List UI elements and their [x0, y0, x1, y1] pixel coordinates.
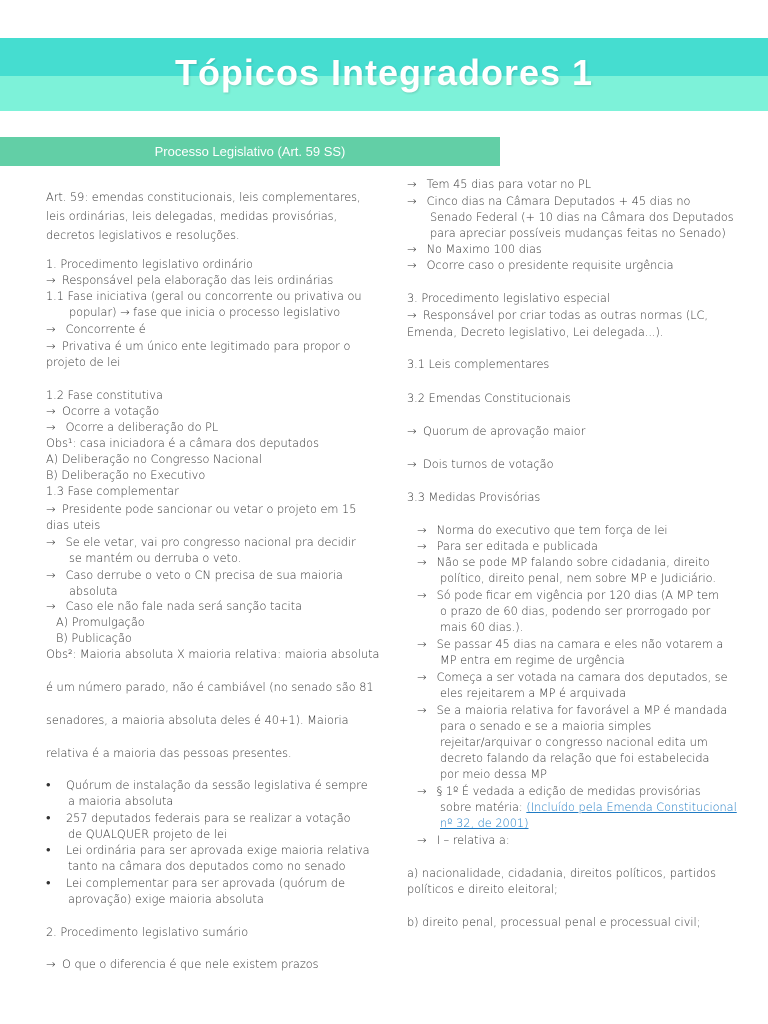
text-line: [407, 177, 591, 193]
line-text: Obs¹: casa iniciadora é a câmara dos deputados: [46, 437, 319, 450]
line-text: Ocorre caso o presidente requisite urgência: [423, 259, 674, 272]
text-line: [407, 915, 700, 931]
text-line: [46, 404, 159, 420]
text-line: [68, 794, 173, 810]
line-text: 1. Procedimento legislativo ordinário: [46, 258, 253, 271]
line-text: mais 60 dias.).: [440, 621, 524, 634]
line-text: Ocorre a deliberação do PL: [62, 421, 219, 434]
text-line: [407, 258, 674, 274]
line-text: Senado Federal (+ 10 dias na Câmara dos Deputados: [430, 211, 734, 224]
text-line: [46, 339, 350, 355]
line-text: por meio dessa MP: [440, 768, 547, 781]
line-text: 2. Procedimento legislativo sumário: [46, 926, 249, 939]
line-text: a maioria absoluta: [68, 795, 174, 808]
line-text: relativa é a maioria das pessoas presentes.: [46, 747, 292, 760]
text-line: [417, 637, 723, 653]
text-line: [69, 584, 118, 600]
text-line: [46, 209, 337, 225]
text-line: [407, 490, 540, 506]
line-text: decreto falando da relação que foi estabelecida: [440, 752, 710, 765]
text-line: [440, 751, 709, 767]
arrow-right-icon: →: [417, 540, 427, 553]
line-text: Não se pode MP falando sobre cidadania, direito: [433, 556, 710, 569]
text-line: [440, 571, 716, 587]
line-text: Tem 45 dias para votar no PL: [423, 178, 591, 191]
text-line: [407, 424, 585, 440]
line-text: b) direito penal, processual penal e processual civil;: [407, 916, 701, 929]
text-line: [407, 391, 571, 407]
arrow-right-icon: →: [46, 600, 56, 613]
line-text: 3.3 Medidas Provisórias: [407, 491, 541, 504]
text-line: [407, 882, 558, 898]
text-line: [46, 535, 356, 551]
text-line: [417, 670, 728, 686]
line-text: O que o diferencia é que nele existem prazos: [62, 958, 319, 971]
text-line: [417, 833, 510, 849]
section-heading-label: Processo Legislativo (Art. 59 SS): [154, 144, 346, 159]
text-line: [46, 599, 302, 615]
line-text: Presidente pode sancionar ou vetar o projeto em 15: [62, 503, 357, 516]
text-line: [440, 816, 529, 832]
line-text: B) Deliberação no Executivo: [46, 469, 206, 482]
arrow-right-icon: →: [407, 458, 417, 471]
text-line: [46, 680, 374, 696]
text-line: [68, 859, 346, 875]
line-text: político, direito penal, nem sobre MP e Judiciário.: [440, 572, 716, 585]
line-text: Caso derrube o veto o CN precisa de sua maioria: [62, 569, 343, 582]
text-line: [46, 925, 248, 941]
line-text: Se a maioria relativa for favorável a MP é mandada: [433, 704, 728, 717]
line-text: projeto de lei: [46, 356, 121, 369]
text-line: [46, 876, 345, 892]
line-text: Concorrente é: [62, 323, 146, 336]
line-text: Ocorre a votação: [62, 405, 160, 418]
line-text: de QUALQUER projeto de lei: [68, 828, 228, 841]
text-line: [440, 686, 626, 702]
text-line: [440, 620, 523, 636]
bullet-icon: •: [46, 876, 51, 891]
text-line: [407, 291, 610, 307]
arrow-right-icon: →: [417, 589, 427, 602]
text-line: [68, 827, 227, 843]
line-text: Só pode ficar em vigência por 120 dias (A MP tem: [433, 589, 720, 602]
text-line: [440, 653, 625, 669]
arrow-right-icon: →: [417, 704, 427, 717]
text-line: [46, 811, 351, 827]
arrow-right-icon: →: [407, 425, 417, 438]
line-text: decretos legislativos e resoluções.: [46, 229, 240, 242]
text-line: [417, 703, 727, 719]
text-line: [417, 539, 598, 555]
text-line: [407, 357, 549, 373]
amendment-link[interactable]: (Incluído pela Emenda Constitucional: [526, 801, 737, 814]
text-line: [407, 242, 542, 258]
text-line: [46, 273, 333, 289]
line-text: Lei ordinária para ser aprovada exige maioria relativa: [66, 844, 370, 857]
line-text: o prazo de 60 dias, podendo ser prorrogado por: [440, 605, 711, 618]
line-text: Caso ele não fale nada será sanção tacita: [62, 600, 303, 613]
text-line: [69, 551, 241, 567]
text-line: [68, 892, 264, 908]
line-text: dias uteis: [46, 519, 101, 532]
line-text: aprovação) exige maioria absoluta: [68, 893, 264, 906]
arrow-right-icon: →: [46, 421, 56, 434]
text-line: [46, 843, 370, 859]
text-line: [440, 719, 651, 735]
text-line: [417, 588, 719, 604]
line-text: tanto na câmara dos deputados como no senado: [68, 860, 346, 873]
text-line: [440, 767, 547, 783]
text-line: [46, 452, 262, 468]
amendment-link[interactable]: nº 32, de 2001): [440, 817, 529, 830]
arrow-right-icon: →: [407, 178, 417, 191]
arrow-right-icon: →: [46, 274, 56, 287]
section-heading: [0, 137, 500, 166]
text-line: [46, 746, 292, 762]
line-text: absoluta: [69, 585, 118, 598]
line-text: Norma do executivo que tem força de lei: [433, 524, 668, 537]
text-line: [46, 228, 240, 244]
text-line: [417, 555, 710, 571]
line-text: popular) → fase que inicia o processo legislativo: [69, 306, 341, 319]
line-text: leis ordinárias, leis delegadas, medidas provisórias,: [46, 210, 338, 223]
arrow-right-icon: →: [407, 243, 417, 256]
line-text: Obs²: Maioria absoluta X maioria relativa: maioria absoluta: [46, 648, 380, 661]
line-text: a) nacionalidade, cidadania, direitos políticos, partidos: [407, 867, 716, 880]
line-text: Cinco dias na Câmara Deputados + 45 dias no: [423, 195, 691, 208]
text-line: [407, 457, 554, 473]
bullet-icon: •: [46, 778, 51, 793]
arrow-right-icon: →: [407, 195, 417, 208]
text-line: [46, 355, 120, 371]
arrow-right-icon: →: [417, 524, 427, 537]
line-text: Para ser editada e publicada: [433, 540, 598, 553]
line-text: 3.1 Leis complementares: [407, 358, 550, 371]
arrow-right-icon: →: [46, 503, 56, 516]
text-line: [46, 778, 368, 794]
line-text: para o senado e se a maioria simples: [440, 720, 652, 733]
text-line: [46, 322, 146, 338]
line-text: MP entra em regime de urgência: [440, 654, 625, 667]
line-text: 1.2 Fase constitutiva: [46, 389, 163, 402]
line-text: Lei complementar para ser aprovada (quórum de: [66, 877, 346, 890]
text-line: [407, 325, 664, 341]
text-line: [440, 800, 737, 816]
line-text: Art. 59: emendas constitucionais, leis complementares,: [46, 191, 361, 204]
text-line: [46, 190, 361, 206]
text-line: [56, 631, 132, 647]
arrow-right-icon: →: [417, 638, 427, 651]
arrow-right-icon: →: [407, 309, 417, 322]
arrow-right-icon: →: [46, 958, 56, 971]
line-text: 1.1 Fase iniciativa (geral ou concorrente ou privativa ou: [46, 290, 362, 303]
text-line: [46, 713, 349, 729]
text-line: [407, 308, 708, 324]
line-text: A) Promulgação: [56, 616, 145, 629]
text-line: [46, 518, 100, 534]
bullet-icon: •: [46, 811, 51, 826]
arrow-right-icon: →: [46, 536, 56, 549]
bullet-icon: •: [46, 843, 51, 858]
line-text: Responsável pela elaboração das leis ordinárias: [62, 274, 334, 287]
line-text: políticos e direito eleitoral;: [407, 883, 558, 896]
line-text: para apreciar possíveis mudanças feitas no Senado): [430, 227, 726, 240]
line-text: eles rejeitarem a MP é arquivada: [440, 687, 627, 700]
text-line: [46, 568, 343, 584]
text-line: [430, 226, 726, 242]
line-text: senadores, a maioria absoluta deles é 40+1). Maioria: [46, 714, 349, 727]
text-line: [46, 420, 218, 436]
line-text: Responsável por criar todas as outras normas (LC,: [423, 309, 709, 322]
line-text: A) Deliberação no Congresso Nacional: [46, 453, 262, 466]
text-line: [46, 957, 319, 973]
line-text: Quórum de instalação da sessão legislativa é sempre: [66, 779, 368, 792]
text-line: [407, 194, 690, 210]
text-line: [69, 305, 340, 321]
text-line: [46, 468, 205, 484]
text-line: [46, 289, 362, 305]
line-text: 257 deputados federais para se realizar a votação: [66, 812, 351, 825]
arrow-right-icon: →: [46, 340, 56, 353]
text-line: [46, 484, 179, 500]
line-text: rejeitar/arquivar o congresso nacional edita um: [440, 736, 708, 749]
line-text: B) Publicação: [56, 632, 132, 645]
line-text: Se passar 45 dias na camara e eles não votarem a: [433, 638, 724, 651]
line-text: é um número parado, não é cambiável (no senado são 81: [46, 681, 374, 694]
page-title: Tópicos Integradores 1: [174, 52, 594, 93]
line-text: Privativa é um único ente legitimado para propor o: [62, 340, 351, 353]
text-line: [407, 866, 716, 882]
line-text: I – relativa a:: [433, 834, 510, 847]
text-line: [46, 436, 319, 452]
text-line: [417, 523, 668, 539]
line-text: Quorum de aprovação maior: [423, 425, 586, 438]
line-text: 3. Procedimento legislativo especial: [407, 292, 610, 305]
line-text: Dois turnos de votação: [423, 458, 554, 471]
line-text: Começa a ser votada na camara dos deputados, se: [433, 671, 728, 684]
line-text: 3.2 Emendas Constitucionais: [407, 392, 571, 405]
text-line: [46, 388, 163, 404]
text-line: [46, 647, 379, 663]
text-line: [46, 502, 356, 518]
arrow-right-icon: →: [46, 405, 56, 418]
text-line: [440, 735, 708, 751]
line-text: No Maximo 100 dias: [423, 243, 542, 256]
arrow-right-icon: →: [417, 785, 427, 798]
text-line: [46, 257, 253, 273]
line-text: sobre matéria:: [440, 801, 527, 814]
line-text: Se ele vetar, vai pro congresso nacional pra decidir: [62, 536, 356, 549]
arrow-right-icon: →: [417, 556, 427, 569]
line-text: 1.3 Fase complementar: [46, 485, 179, 498]
text-line: [430, 210, 734, 226]
text-line: [56, 615, 145, 631]
line-text: se mantém ou derruba o veto.: [69, 552, 242, 565]
text-line: [417, 784, 701, 800]
text-line: [440, 604, 710, 620]
arrow-right-icon: →: [417, 671, 427, 684]
line-text: Emenda, Decreto legislativo, Lei delegada...).: [407, 326, 664, 339]
arrow-right-icon: →: [407, 259, 417, 272]
arrow-right-icon: →: [417, 834, 427, 847]
line-text: § 1º É vedada a edição de medidas provisórias: [433, 785, 701, 798]
arrow-right-icon: →: [46, 569, 56, 582]
arrow-right-icon: →: [46, 323, 56, 336]
